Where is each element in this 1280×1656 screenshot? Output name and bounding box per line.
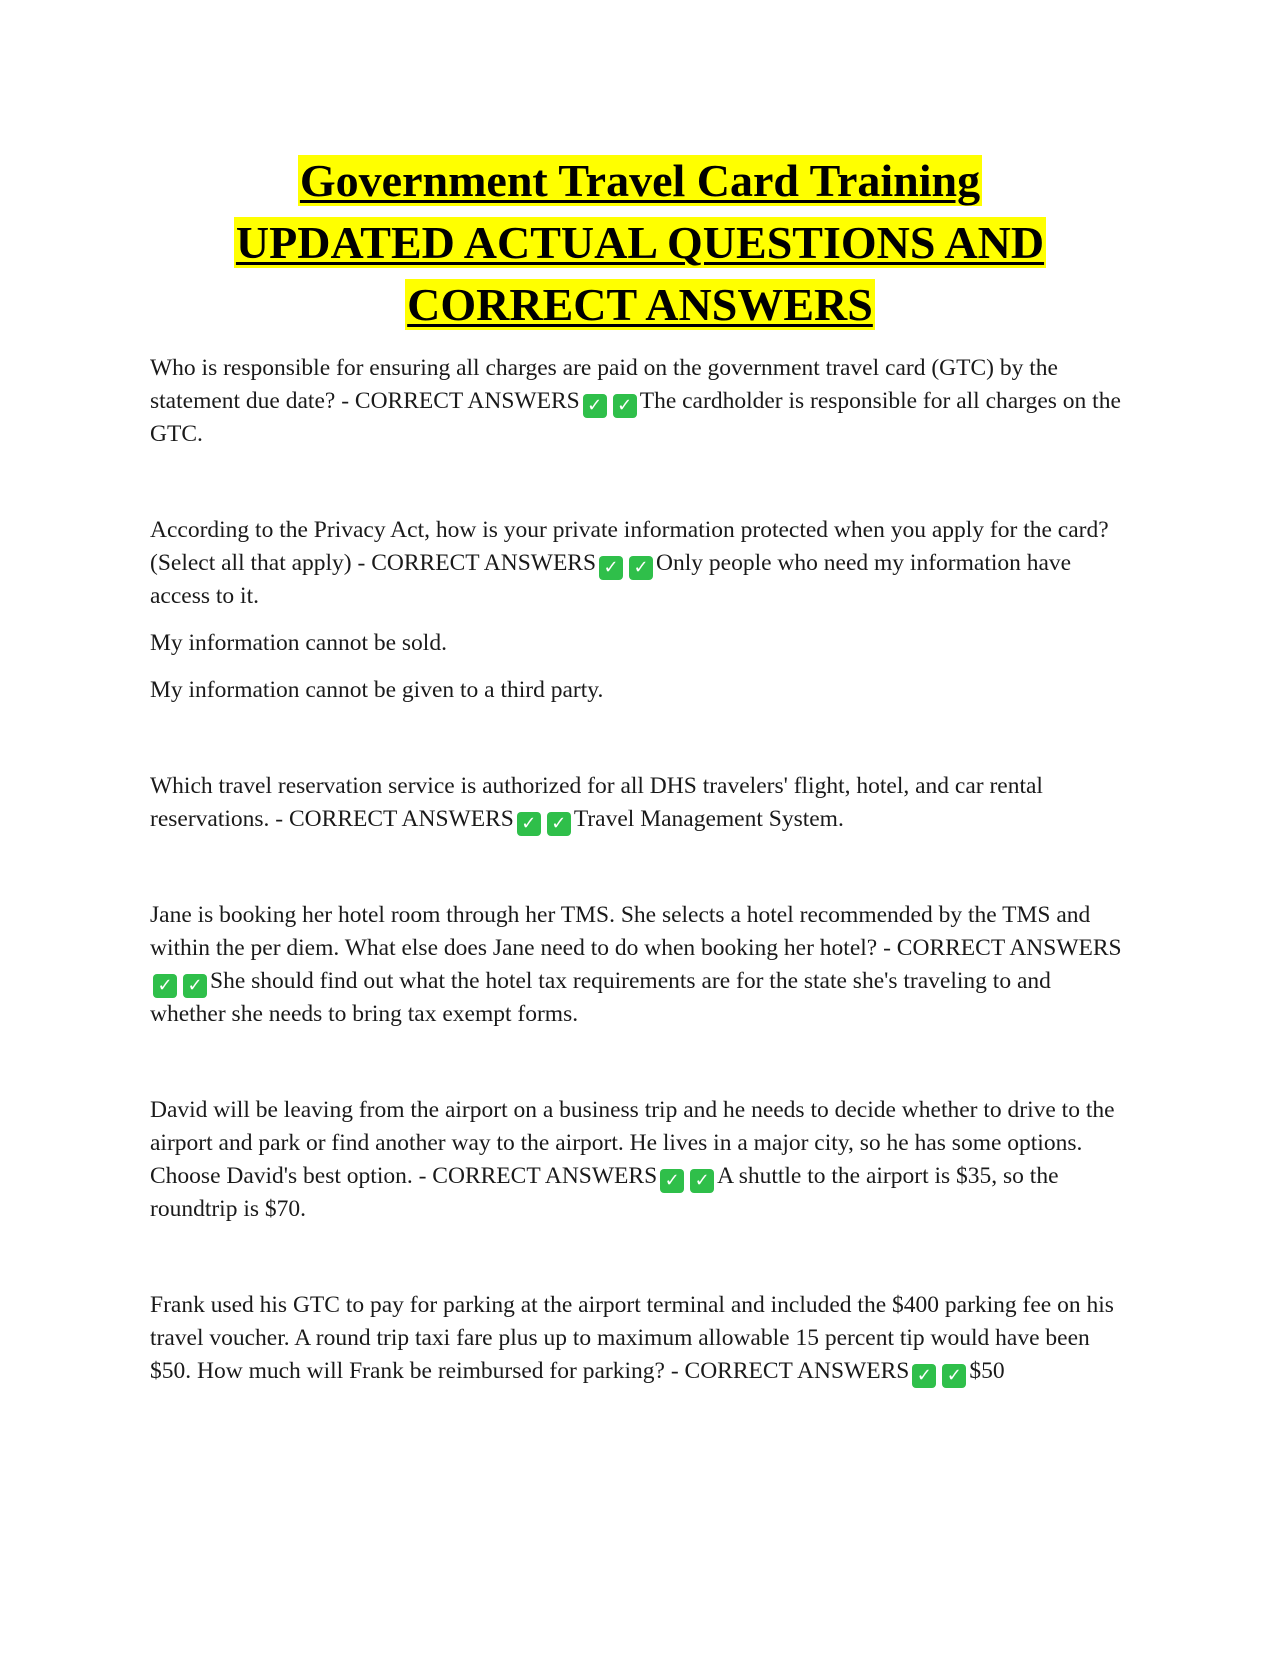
title-line: CORRECT ANSWERS (407, 279, 873, 330)
check-mark-icon: ✓ (153, 974, 177, 998)
check-mark-icon: ✓ (517, 812, 541, 836)
qa-paragraph (150, 352, 1130, 451)
answer-text: The cardholder is responsible for all charges on the GTC. (150, 388, 1121, 447)
question-text: According to the Privacy Act, how is your private information protected when you apply for the card? (Select all that apply) (150, 517, 1109, 576)
check-mark-icon: ✓ (583, 394, 607, 418)
qa-paragraph (150, 514, 1130, 613)
answer-text: A shuttle to the airport is $35, so the roundtrip is $70. (150, 1163, 1059, 1222)
question-text: David will be leaving from the airport on a business trip and he needs to decide whether to drive to the airport and park or find another way to the airport. He lives in a major city, so he has some options. Choose David's best option. (150, 1097, 1115, 1189)
question-text: Jane is booking her hotel room through her TMS. She selects a hotel recommended by the TMS and within the per diem. What else does Jane need to do when booking her hotel? (150, 902, 1091, 961)
qa-item (150, 352, 1130, 451)
title-line: Government Travel Card Training (299, 155, 981, 206)
question-text: Which travel reservation service is authorized for all DHS travelers' flight, hotel, and car rental reservations. (150, 773, 1043, 832)
answer-text: $50 (969, 1358, 1005, 1384)
qa-item (150, 770, 1130, 836)
qa-paragraph (150, 899, 1130, 1031)
check-mark-icon: ✓ (613, 394, 637, 418)
answer-marker: - CORRECT ANSWERS (341, 388, 580, 414)
answer-marker: - CORRECT ANSWERS (883, 935, 1122, 961)
qa-paragraph (150, 1094, 1130, 1226)
answer-marker: - CORRECT ANSWERS (357, 550, 597, 576)
qa-paragraph (150, 1289, 1130, 1388)
title-line: UPDATED ACTUAL QUESTIONS AND (235, 217, 1045, 268)
question-text: Who is responsible for ensuring all charges are paid on the government travel card (GTC) by the statement due date? (150, 355, 1058, 414)
qa-item (150, 514, 1130, 707)
qa-item (150, 899, 1130, 1031)
answer-text: Travel Management System. (573, 806, 844, 832)
qa-list (150, 352, 1130, 1451)
check-mark-icon: ✓ (690, 1169, 714, 1193)
check-mark-icon: ✓ (942, 1364, 966, 1388)
answer-extra-line: My information cannot be sold. (150, 630, 447, 656)
answer-extra-line: My information cannot be given to a third party. (150, 677, 604, 703)
answer-text: She should find out what the hotel tax requirements are for the state she's traveling to and whether she needs to bring tax exempt forms. (150, 968, 1051, 1027)
answer-marker: - CORRECT ANSWERS (670, 1358, 910, 1384)
question-text: Frank used his GTC to pay for parking at the airport terminal and included the $400 parking fee on his travel voucher. A round trip taxi fare plus up to maximum allowable 15 percent tip would have been $50. How much will Frank be reimbursed for parking? (150, 1292, 1114, 1384)
check-mark-icon: ✓ (599, 556, 623, 580)
check-mark-icon: ✓ (912, 1364, 936, 1388)
qa-item (150, 1094, 1130, 1226)
answer-marker: - CORRECT ANSWERS (418, 1163, 658, 1189)
document-title (0, 150, 1280, 336)
qa-item (150, 1289, 1130, 1388)
qa-paragraph (150, 770, 1130, 836)
check-mark-icon: ✓ (629, 556, 653, 580)
answer-text: Only people who need my information have access to it. (150, 550, 1072, 609)
answer-marker: - CORRECT ANSWERS (275, 806, 514, 832)
check-mark-icon: ✓ (183, 974, 207, 998)
check-mark-icon: ✓ (547, 812, 571, 836)
check-mark-icon: ✓ (660, 1169, 684, 1193)
